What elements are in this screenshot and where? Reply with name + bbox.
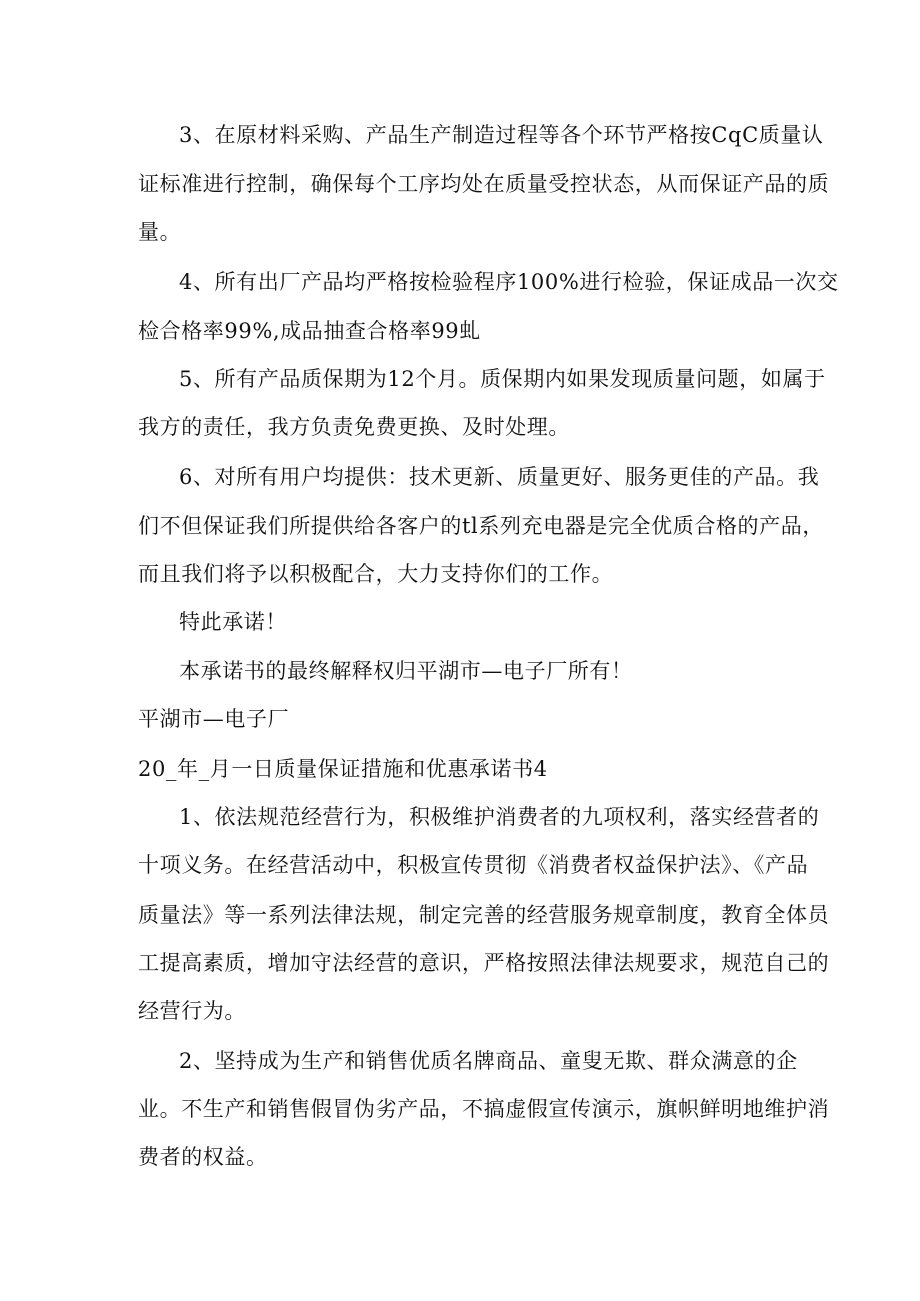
interpretation-note: 本承诺书的最终解释权归平湖市—电子厂所有！ (179, 659, 633, 683)
closing-statement: 特此承诺！ (179, 610, 287, 634)
text-line: 量。 (138, 220, 182, 244)
text-line: 4、所有出厂产品均严格按检验程序100%进行检验，保证成品一次交 (179, 270, 839, 294)
text-line: 质量法》等一系列法律法规，制定完善的经营服务规章制度，教育全体员 (138, 903, 830, 927)
text-line: 业。不生产和销售假冒伪劣产品，不搞虚假宣传演示，旗帜鲜明地维护消 (138, 1097, 830, 1121)
text-line: 3、在原材料采购、产品生产制造过程等各个环节严格按CqC质量认 (179, 123, 824, 147)
text-line: 我方的责任，我方负责免费更换、及时处理。 (138, 415, 570, 439)
text-line: 十项义务。在经营活动中，积极宣传贯彻《消费者权益保护法》、《产品 (138, 853, 809, 877)
text-line: 们不但保证我们所提供给各客户的tl系列充电器是完全优质合格的产品， (138, 514, 824, 538)
text-line: 6、对所有用户均提供：技术更新、质量更好、服务更佳的产品。我 (179, 465, 820, 489)
text-line: 经营行为。 (138, 999, 246, 1023)
text-line: 2、坚持成为生产和销售优质名牌商品、童叟无欺、群众满意的企 (179, 1049, 798, 1073)
text-line: 工提高素质，增加守法经营的意识，严格按照法律法规要求，规范自己的 (138, 951, 830, 975)
text-line: 费者的权益。 (138, 1145, 268, 1169)
text-line: 1、依法规范经营行为，积极维护消费者的九项权利，落实经营者的 (179, 805, 820, 829)
text-line: 而且我们将予以积极配合，大力支持你们的工作。 (138, 562, 614, 586)
text-line: 5、所有产品质保期为12个月。质保期内如果发现质量问题，如属于 (179, 367, 826, 391)
text-line: 证标准进行控制，确保每个工序均处在质量受控状态，从而保证产品的质 (138, 172, 830, 196)
text-line: 检合格率99%,成品抽查合格率99虬 (138, 319, 481, 343)
signature-company: 平湖市—电子厂 (138, 707, 290, 731)
section-heading: 20_年_月一日质量保证措施和优惠承诺书4 (138, 757, 548, 781)
